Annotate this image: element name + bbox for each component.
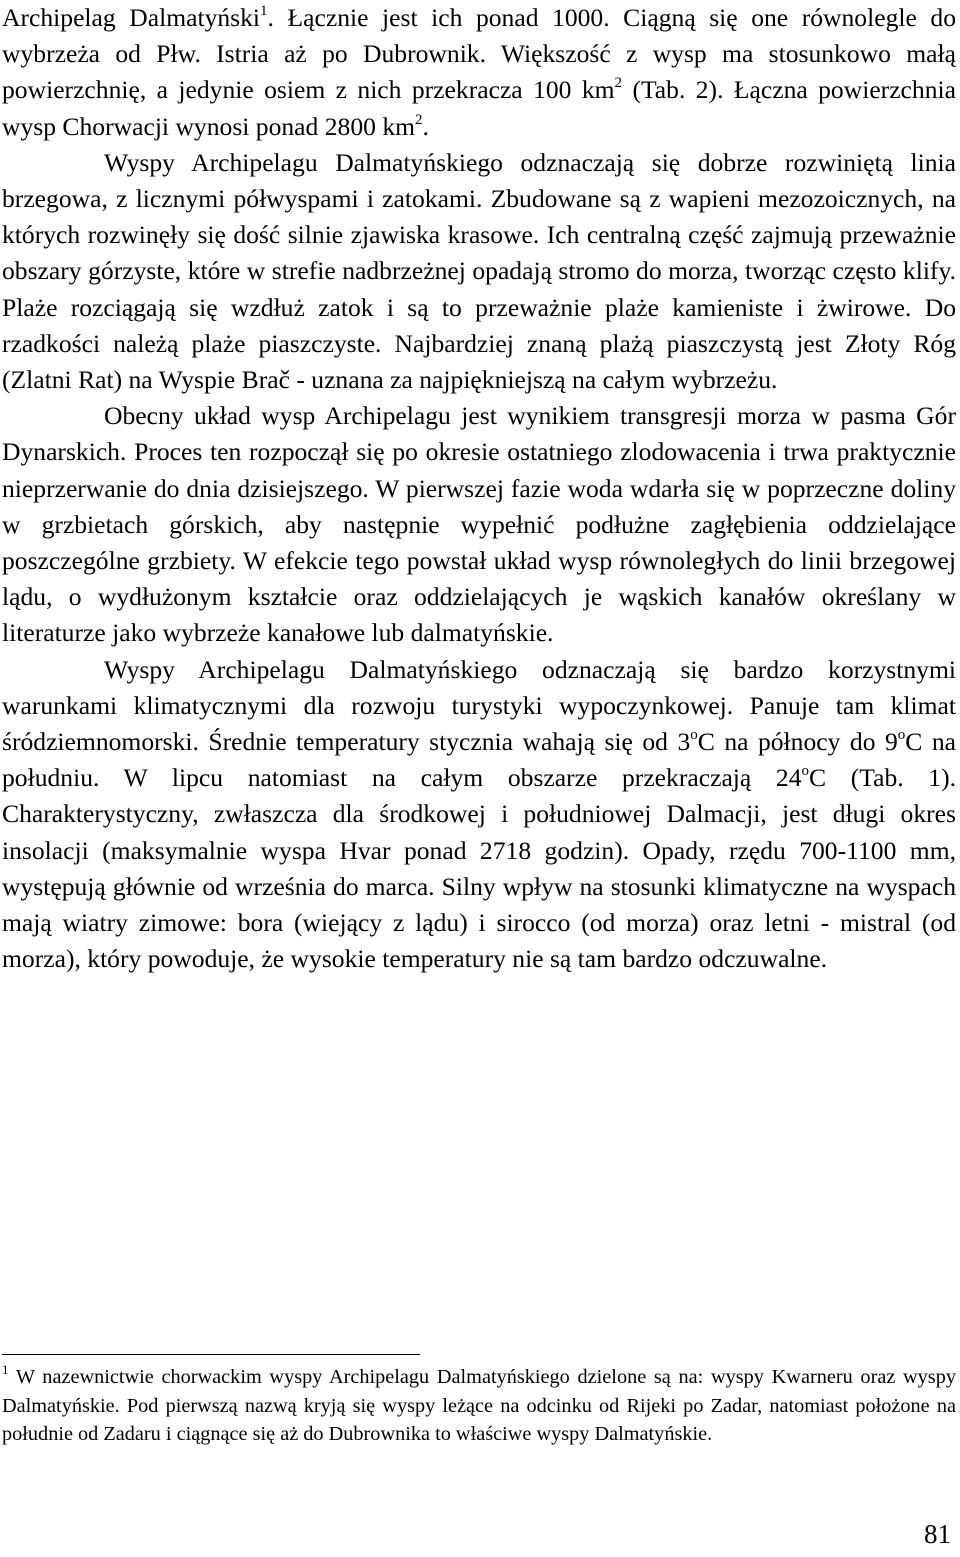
text-run: Archipelag Dalmatyński [2,3,261,32]
paragraph [2,652,956,978]
paragraph [2,145,956,398]
superscript: 2 [614,75,623,92]
paragraph [2,0,956,145]
footnote-text: W nazewnictwie chorwackim wyspy Archipelagu Dalmatyńskiego dzielone są na: wyspy Kwarneru oraz wyspy Dalmatyńskie. Pod pierwszą nazwą kryją się wyspy leżące na odcinku od Rijeki po Zadar, natomiast położone na południe od Zadaru i ciągnące się aż do Dubrownika to właściwe wyspy Dalmatyńskie. [2,1366,956,1446]
text-run: C (Tab. 1). Charakterystyczny, zwłaszcza dla środkowej i południowej Dalmacji, jest długi okres insolacji (maksymalnie wyspa Hvar ponad 2718 godzin). Opady, rzędu 700-1100 mm, występują głównie od września do marca. Silny wpływ na stosunki klimatyczne na wyspach mają wiatry zimowe: bora (wiejący z lądu) i sirocco (od morza) oraz letni - mistral (od morza), który powoduje, że wysokie temperatury nie są tam bardzo odczuwalne. [2,763,957,974]
text-run: C na południu. W lipcu natomiast na całym obszarze przekraczają 24 [2,727,956,793]
superscript: 1 [260,3,268,19]
text-run: Obecny układ wysp Archipelagu jest wynikiem transgresji morza w pasma Gór Dynarskich. Proces ten rozpoczął się po okresie ostatniego zlodowacenia i trwa praktycznie nieprzerwanie do dnia dzisiejszego. W pierwszej fazie woda wdarła się w poprzeczne doliny w grzbietach górskich, aby następnie wypełnić podłużne zagłębienia oddzielające poszczególne grzbiety. W efekcie tego powstał układ wysp równoległych do linii brzegowej lądu, o wydłużonym kształcie oraz oddzielających je wąskich kanałów określany w literaturze jako wybrzeże kanałowe lub dalmatyńskie. [2,401,956,648]
document-page [2,0,956,1557]
text-run: . Łącznie jest ich ponad 1000. Ciągną się one równolegle do wybrzeża od Płw. Istria aż po Dubrownik. Większość z wysp ma stosunkowo małą powierzchnię, a jedynie osiem z nich przekracza 100 km [2,3,956,105]
text-run: Wyspy Archipelagu Dalmatyńskiego odznaczają się dobrze rozwiniętą linia brzegowa, z licznymi półwyspami i zatokami. Zbudowane są z wapieni mezozoicznych, na których rozwinęły się dość silnie zjawiska krasowe. Ich centralną część zajmują przeważnie obszary górzyste, które w strefie nadbrzeżnej opadają stromo do morza, tworząc często klify. Plaże rozciągają się wzdłuż zatok i są to przeważnie plaże kamieniste i żwirowe. Do rzadkości należą plaże piaszczyste. Najbardziej znaną plażą piaszczystą jest Złoty Róg (Zlatni Rat) na Wyspie Brač - uznana za najpiękniejszą na całym wybrzeżu. [2,147,956,395]
superscript: 2 [415,111,423,128]
text-run: C na północy do 9 [697,727,898,757]
paragraph [2,398,956,651]
footnote-marker: 1 [2,1362,9,1377]
text-run: (Tab. 2). Łączna powierzchnia wysp Chorwacji wynosi ponad 2800 km [2,75,956,141]
footnote [2,1363,956,1449]
footnote-separator [2,1354,420,1355]
page-number: 81 [924,1519,951,1549]
text-run: Wyspy Archipelagu Dalmatyńskiego odznaczają się bardzo korzystnymi warunkami klimatycznymi dla rozwoju turystyki wypoczynkowej. Panuje tam klimat śródziemnomorski. Średnie temperatury stycznia wahają się od 3 [2,654,956,757]
superscript: o [690,727,698,744]
text-run: . [422,111,429,141]
body-text [2,0,956,977]
superscript: o [897,727,906,744]
superscript: o [801,763,810,780]
